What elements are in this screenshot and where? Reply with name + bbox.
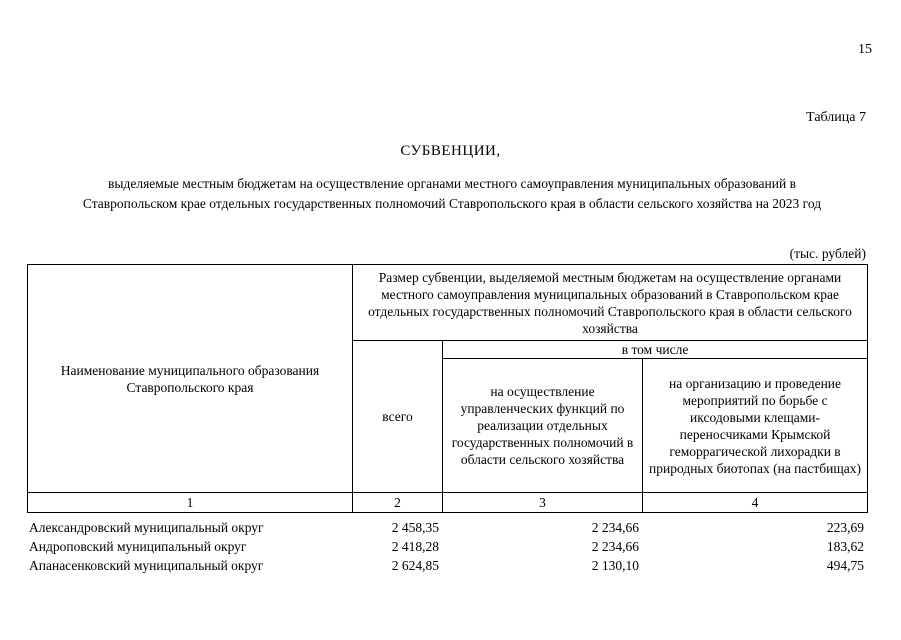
page-number: 15 xyxy=(858,42,872,57)
admin-value: 2 234,66 xyxy=(591,539,639,554)
column-header-total: всего xyxy=(353,341,443,493)
total-value: 2 418,28 xyxy=(391,539,439,554)
document-subtitle xyxy=(20,174,884,214)
column-header-subsidy-size: Размер субвенции, выделяемой местным бюджетам на осуществление органами местного самоуправления муниципальных образований в Ставропольском крае отдельных государственных полномочий Ставропольского края в области сельского хозяйства xyxy=(353,265,868,341)
table-row xyxy=(27,537,867,556)
table-row xyxy=(27,556,867,575)
municipality-name: Александровский муниципальный округ xyxy=(29,520,264,535)
column-header-tick-control: на организацию и проведение мероприятий по борьбе с иксодовыми клещами-переносчиками Крымской геморрагической лихорадки в природных биотопах (на пастбищах) xyxy=(643,359,868,493)
total-value: 2 624,85 xyxy=(391,558,439,573)
admin-value: 2 234,66 xyxy=(591,520,639,535)
subtitle-line-2: Ставропольском крае отдельных государственных полномочий Ставропольского края в области сельского хозяйства на 2023 год xyxy=(82,196,822,211)
column-header-municipality: Наименование муниципального образования Ставропольского края xyxy=(28,265,353,493)
table-label: Таблица 7 xyxy=(806,110,866,125)
subsidy-table-body xyxy=(27,518,867,575)
ticks-value: 494,75 xyxy=(826,558,864,573)
ticks-value: 183,62 xyxy=(826,539,864,554)
document-title: СУБВЕНЦИИ, xyxy=(400,143,501,159)
column-number-3: 3 xyxy=(443,493,643,513)
column-header-admin-functions: на осуществление управленческих функций по реализации отдельных государственных полномочий в области сельского хозяйства xyxy=(443,359,643,493)
column-number-4: 4 xyxy=(643,493,868,513)
total-value: 2 458,35 xyxy=(391,520,439,535)
admin-value: 2 130,10 xyxy=(591,558,639,573)
subtitle-line-1: выделяемые местным бюджетам на осуществление органами местного самоуправления муниципальных образований в xyxy=(108,176,796,191)
column-header-including: в том числе xyxy=(443,341,868,359)
municipality-name: Апанасенковский муниципальный округ xyxy=(29,558,264,573)
column-number-1: 1 xyxy=(28,493,353,513)
table-row xyxy=(27,518,867,537)
column-number-2: 2 xyxy=(353,493,443,513)
ticks-value: 223,69 xyxy=(826,520,864,535)
municipality-name: Андроповский муниципальный округ xyxy=(29,539,247,554)
units-label: (тыс. рублей) xyxy=(789,246,866,261)
subsidy-table-header xyxy=(27,264,868,513)
